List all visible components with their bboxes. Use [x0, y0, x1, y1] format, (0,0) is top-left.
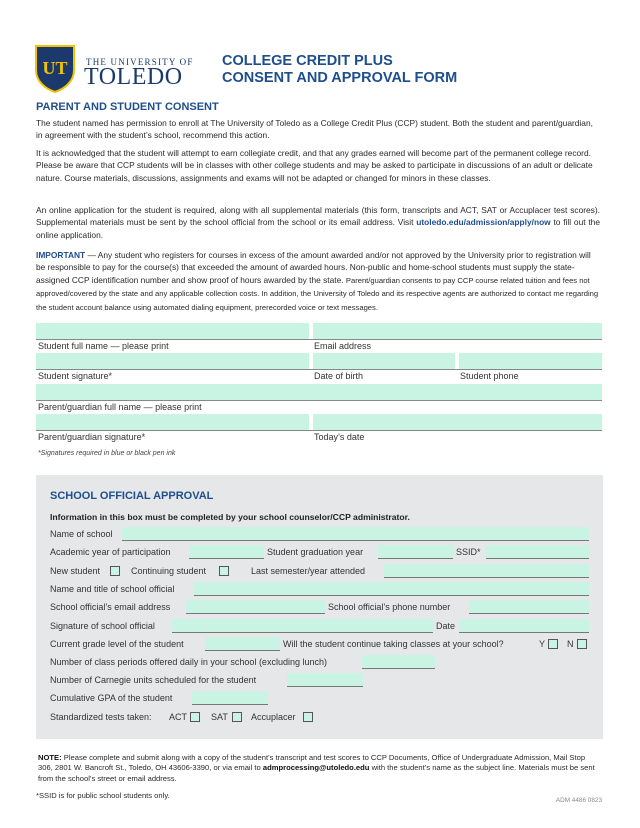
- phone-label: Student phone: [460, 371, 519, 381]
- ssid-footnote: *SSID is for public school students only.: [36, 791, 170, 800]
- official-name-input[interactable]: [194, 582, 589, 596]
- parent-name-input[interactable]: [36, 384, 602, 400]
- p4-text: — Any student who registers for courses in excess of the amount awarded and/or not approved by the University prior to registration will be responsible to pay for the course(s) that exceeded the amount of awarded hours. Non-public and home-school students must supply the state-assigned CCP identification number and show proof of hours awarded by the state.: [36, 250, 591, 285]
- official-name-label: Name and title of school official: [50, 584, 175, 594]
- consent-paragraph-4: [36, 249, 600, 314]
- university-logo: [34, 44, 194, 96]
- official-signature-row: [50, 619, 589, 634]
- parent-signature-input[interactable]: [36, 414, 309, 430]
- carnegie-label: Number of Carnegie units scheduled for the student: [50, 675, 257, 685]
- grade-level-label: Current grade level of the student: [50, 639, 184, 649]
- act-label: ACT: [169, 712, 187, 722]
- no-label: N: [567, 639, 574, 649]
- academic-year-label: Academic year of participation: [50, 547, 171, 557]
- carnegie-row: [50, 673, 589, 688]
- consent-paragraph-3: [36, 204, 600, 241]
- parent-name-label: Parent/guardian full name — please print: [38, 402, 202, 412]
- student-signature-input[interactable]: [36, 353, 309, 369]
- periods-row: [50, 655, 589, 670]
- gpa-input[interactable]: [192, 691, 268, 705]
- divider: [36, 430, 602, 431]
- consent-heading: PARENT AND STUDENT CONSENT: [36, 101, 219, 113]
- official-name-row: [50, 582, 589, 597]
- p3-text: An online application for the student is required, along with all supplemental materials (this form, transcripts and ACT, SAT or Accuplacer test scores). Supplemental materials must be sent by the school official from the school or its email address. Visit: [36, 205, 600, 228]
- logo-university-of: THE UNIVERSITY OF: [86, 57, 194, 67]
- phone-input[interactable]: [459, 353, 602, 369]
- p3-end: to fill out the online application.: [36, 217, 600, 240]
- note-end: with the student’s name as the subject line. Materials must be sent from the school’s street or email address.: [38, 763, 595, 783]
- student-type-row: [50, 564, 589, 579]
- student-name-input[interactable]: [36, 323, 309, 339]
- accuplacer-checkbox[interactable]: [303, 712, 313, 722]
- form-code: ADM 4486 0823: [555, 797, 602, 804]
- tests-label: Standardized tests taken:: [50, 712, 152, 722]
- year-row: [50, 545, 589, 560]
- grad-year-input[interactable]: [378, 545, 453, 559]
- divider: [36, 369, 602, 370]
- dob-label: Date of birth: [314, 371, 364, 381]
- official-email-label: School official’s email address: [50, 602, 171, 612]
- divider: [36, 339, 602, 340]
- today-date-label: Today’s date: [314, 432, 365, 442]
- tests-row: [50, 710, 589, 725]
- official-contact-row: [50, 600, 589, 615]
- logo-letters: UT: [42, 58, 68, 78]
- official-heading: SCHOOL OFFICIAL APPROVAL: [50, 490, 214, 502]
- date-input[interactable]: [459, 619, 589, 633]
- academic-year-input[interactable]: [189, 545, 264, 559]
- divider: [36, 400, 602, 401]
- note-email[interactable]: admprocessing@utoledo.edu: [262, 763, 370, 773]
- consent-paragraph-1: The student named has permission to enroll at The University of Toledo as a College Credit Plus (CCP) student. Both the student and parent/guardian, in agreement with the student’s school, recommend this action.: [36, 118, 593, 141]
- official-email-input[interactable]: [186, 600, 325, 614]
- gpa-label: Cumulative GPA of the student: [50, 693, 173, 703]
- email-input[interactable]: [313, 323, 602, 339]
- grad-year-label: Student graduation year: [267, 547, 364, 557]
- new-student-checkbox[interactable]: [110, 566, 120, 576]
- periods-label: Number of class periods offered daily in your school (excluding lunch): [50, 657, 327, 667]
- apply-link[interactable]: utoledo.edu/admission/apply/now: [416, 217, 551, 228]
- carnegie-input[interactable]: [287, 673, 363, 687]
- student-name-label: Student full name — please print: [38, 341, 169, 351]
- yes-checkbox[interactable]: [548, 639, 558, 649]
- new-student-label: New student: [50, 566, 101, 576]
- form-title: [222, 53, 457, 87]
- no-checkbox[interactable]: [577, 639, 587, 649]
- note-label: NOTE:: [38, 753, 62, 762]
- official-info: Information in this box must be completed by your school counselor/CCP administrator.: [50, 512, 410, 522]
- official-signature-input[interactable]: [172, 619, 433, 633]
- grade-level-row: [50, 637, 589, 652]
- p4-small-text: Parent/guardian consents to pay CCP course related tuition and fees not approved/covered by the state and any applicable collection costs. In addition, the University of Toledo and its respective agents are authorized to contact me regarding the student account balance using automated dialing equipment, prerecorded voice or text messages.: [36, 275, 599, 312]
- form-title-line2: CONSENT AND APPROVAL FORM: [222, 70, 458, 86]
- consent-paragraph-2: It is acknowledged that the student will attempt to earn collegiate credit, and that any grades earned will become part of the permanent college record. Please be aware that CCP students will be in classes with other college students and may be asked to participate in discussions of an adult or delicate nature. Course materials, discussions, assignments and exams will not be adapted or changed for minors in these classes.: [36, 148, 593, 183]
- official-phone-label: School official’s phone number: [328, 602, 451, 612]
- sat-label: SAT: [211, 712, 228, 722]
- form-title-line1: COLLEGE CREDIT PLUS: [222, 53, 393, 69]
- note-text: Please complete and submit along with a copy of the student’s transcript and test scores to CCP Documents, Office of Undergraduate Admission, Mail Stop 306, 2801 W. Bancroft St., Toledo, OH 43606-3390, or via email to: [38, 753, 586, 773]
- today-date-input[interactable]: [313, 414, 602, 430]
- ssid-input[interactable]: [486, 545, 589, 559]
- sat-checkbox[interactable]: [232, 712, 242, 722]
- signature-note: *Signatures required in blue or black pen ink: [38, 450, 176, 457]
- last-semester-input[interactable]: [384, 564, 589, 578]
- official-phone-input[interactable]: [469, 600, 589, 614]
- periods-input[interactable]: [362, 655, 435, 669]
- yes-label: Y: [539, 639, 546, 649]
- dob-input[interactable]: [313, 353, 455, 369]
- logo-toledo: TOLEDO: [84, 64, 183, 90]
- school-official-section: [36, 475, 603, 739]
- continuing-checkbox[interactable]: [219, 566, 229, 576]
- shield-icon: [34, 44, 76, 94]
- ssid-label: SSID*: [456, 547, 481, 557]
- grade-level-input[interactable]: [205, 637, 280, 651]
- continue-question: Will the student continue taking classes at your school?: [283, 639, 504, 649]
- submission-note: [38, 753, 600, 784]
- student-signature-label: Student signature*: [38, 371, 113, 381]
- important-label: IMPORTANT: [36, 250, 86, 260]
- gpa-row: [50, 691, 589, 706]
- last-semester-label: Last semester/year attended: [251, 566, 366, 576]
- continuing-label: Continuing student: [131, 566, 207, 576]
- official-signature-label: Signature of school official: [50, 621, 155, 631]
- school-name-input[interactable]: [122, 527, 589, 541]
- email-label: Email address: [314, 341, 372, 351]
- school-name-row: [50, 527, 589, 542]
- school-name-label: Name of school: [50, 529, 113, 539]
- act-checkbox[interactable]: [190, 712, 200, 722]
- date-label: Date: [436, 621, 456, 631]
- accuplacer-label: Accuplacer: [251, 712, 296, 722]
- parent-signature-label: Parent/guardian signature*: [38, 432, 146, 442]
